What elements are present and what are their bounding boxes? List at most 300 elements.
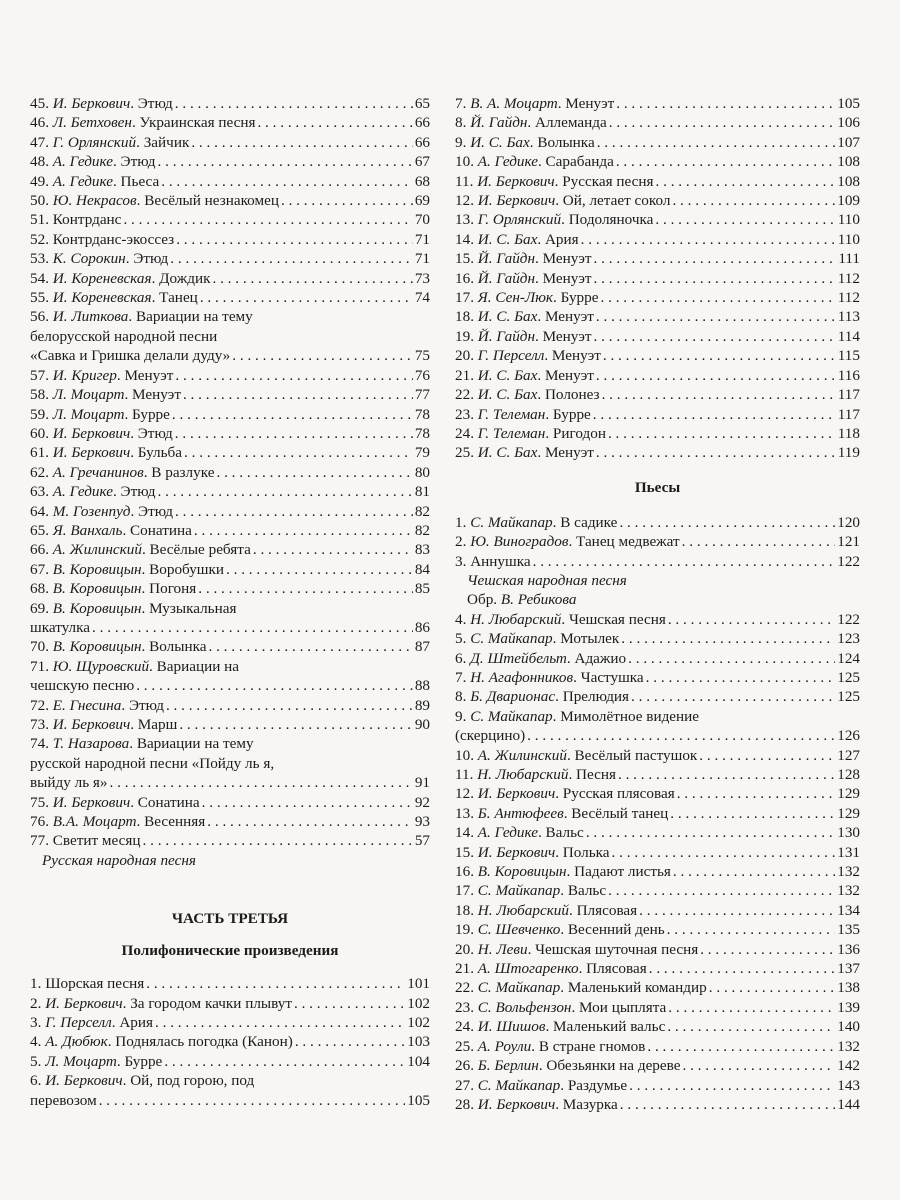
entry-number: 68. xyxy=(30,580,49,598)
piece-title: Ой, под горою, под xyxy=(130,1072,255,1090)
piece-title-continued: белорусской народной песни xyxy=(30,327,218,345)
page-number: 120 xyxy=(837,513,860,531)
leader-dots xyxy=(672,191,835,210)
entry-number: 23. xyxy=(455,405,474,423)
composer-name: Н. Любарский xyxy=(470,610,562,628)
toc-entry xyxy=(455,687,860,706)
toc-line xyxy=(455,307,860,326)
toc-entry xyxy=(30,502,430,521)
toc-entry xyxy=(455,172,860,191)
toc-line xyxy=(455,346,860,365)
piece-title: Аллеманда xyxy=(535,114,607,132)
toc-line xyxy=(30,230,430,249)
piece-title: Падают листья xyxy=(574,863,671,881)
entry-number: 8. xyxy=(455,114,467,132)
leader-dots xyxy=(668,998,835,1017)
piece-title: В стране гномов xyxy=(538,1037,646,1055)
toc-entry-text: 10. А. Гедике. Сарабанда xyxy=(455,153,614,171)
toc-entry xyxy=(455,998,860,1017)
toc-list-left xyxy=(30,94,430,851)
piece-title: Пьеса xyxy=(120,172,160,190)
composer-name: А. Гедике xyxy=(477,153,538,171)
leader-dots xyxy=(616,94,835,113)
page-number: 134 xyxy=(837,901,860,919)
composer-name: И. Беркович xyxy=(477,192,556,210)
piece-title: Чешская шуточная песня xyxy=(535,940,699,958)
toc-line xyxy=(30,715,430,734)
composer-name: Л. Бетховен xyxy=(52,114,132,132)
toc-entry-text: 66. А. Жилинский. Весёлые ребята xyxy=(30,541,251,559)
leader-dots xyxy=(620,1095,835,1114)
entry-number: 5. xyxy=(455,630,467,648)
piece-title-continued: перевозом xyxy=(30,1091,97,1109)
leader-dots xyxy=(527,726,835,745)
entry-number: 2. xyxy=(30,994,42,1012)
page-number: 69 xyxy=(414,192,430,210)
toc-entry-text: 56. И. Литкова. Вариации на тему xyxy=(30,308,253,326)
composer-name: И. Беркович xyxy=(45,994,123,1012)
piece-title: Весёлый пастушок xyxy=(574,746,698,764)
composer-name: Л. Моцарт xyxy=(45,1052,117,1070)
piece-title: Менуэт xyxy=(544,366,594,384)
toc-entry xyxy=(455,249,860,268)
leader-dots xyxy=(123,210,412,229)
composer-name: Н. Любарский xyxy=(477,901,569,919)
entry-number: 6. xyxy=(455,649,467,667)
composer-name: Ю. Некрасов xyxy=(52,192,137,210)
toc-entry xyxy=(30,540,430,559)
entry-number: 20. xyxy=(455,347,474,365)
page-number: 82 xyxy=(414,521,430,539)
toc-line xyxy=(455,978,860,997)
composer-name: В. Коровицын xyxy=(52,638,142,656)
toc-line xyxy=(455,610,860,629)
piece-title-continued: «Савка и Гришка делали дуду» xyxy=(30,347,231,365)
leader-dots xyxy=(176,230,413,249)
toc-entry xyxy=(455,385,860,404)
toc-entry xyxy=(30,521,430,540)
page-number: 104 xyxy=(407,1052,430,1070)
leader-dots xyxy=(616,152,835,171)
toc-line xyxy=(455,513,860,532)
page-number: 106 xyxy=(837,114,860,132)
leader-dots xyxy=(143,831,413,850)
composer-name: А. Жилинский xyxy=(52,541,142,559)
toc-line xyxy=(30,696,430,715)
toc-line xyxy=(30,657,430,676)
entry-number: 49. xyxy=(30,172,49,190)
piece-title: Менуэт xyxy=(542,269,592,287)
toc-entry xyxy=(30,734,430,792)
toc-line xyxy=(455,784,860,803)
toc-entry xyxy=(30,482,430,501)
toc-entry-text xyxy=(455,552,531,571)
page-number: 108 xyxy=(837,153,860,171)
toc-entry-text: 21. И. С. Бах. Менуэт xyxy=(455,366,594,384)
piece-title: Вариации на xyxy=(156,657,240,675)
toc-entry xyxy=(455,1017,860,1036)
toc-entry-text xyxy=(30,831,141,850)
page-number: 105 xyxy=(407,1091,430,1109)
leader-dots xyxy=(232,346,413,365)
page-number: 110 xyxy=(837,211,860,229)
entry-number: 70. xyxy=(30,638,49,656)
toc-entry-text: 46. Л. Бетховен. Украинская песня xyxy=(30,114,256,132)
toc-entry xyxy=(30,715,430,734)
page-number: 101 xyxy=(407,975,430,993)
composer-name: И. Кореневская xyxy=(52,269,152,287)
piece-title: Светит месяц xyxy=(52,832,141,850)
toc-list-polyphony-continued xyxy=(455,94,860,463)
toc-line xyxy=(30,560,430,579)
leader-dots xyxy=(608,424,836,443)
entry-number: 10. xyxy=(455,746,474,764)
entry-number: 3. xyxy=(30,1014,42,1032)
toc-entry-text: 26. Б. Берлин. Обезьянки на дереве xyxy=(455,1057,681,1075)
page-number: 84 xyxy=(414,560,430,578)
page-number: 129 xyxy=(837,804,860,822)
composer-name: В. Коровицын xyxy=(477,863,567,881)
toc-entry xyxy=(30,133,430,152)
page-number: 131 xyxy=(837,843,860,861)
entry-number: 14. xyxy=(455,824,474,842)
page-number: 115 xyxy=(837,347,860,365)
piece-title-continued: выйду ль я» xyxy=(30,774,108,792)
composer-name: С. Майкапар xyxy=(477,882,561,900)
page-number: 121 xyxy=(837,533,860,551)
composer-name: И. С. Бах xyxy=(470,133,530,151)
toc-entry-text: 48. А. Гедике. Этюд xyxy=(30,153,156,171)
piece-title: Бурре xyxy=(560,289,599,307)
page-number: 130 xyxy=(837,824,860,842)
leader-dots xyxy=(639,901,835,920)
toc-line xyxy=(30,152,430,171)
toc-entry-text: 18. И. С. Бах. Менуэт xyxy=(455,308,594,326)
toc-entry-text: 17. С. Майкапар. Вальс xyxy=(455,882,607,900)
toc-entry-text: 57. И. Кригер. Менуэт xyxy=(30,366,174,384)
toc-line xyxy=(30,1052,430,1071)
piece-title: Этюд xyxy=(133,250,169,268)
toc-line xyxy=(30,307,430,326)
toc-entry xyxy=(30,637,430,656)
composer-name: Й. Гайдн xyxy=(477,327,536,345)
leader-dots xyxy=(673,862,835,881)
toc-entry xyxy=(455,668,860,687)
toc-entry xyxy=(30,443,430,462)
toc-line xyxy=(455,726,860,745)
entry-number: 46. xyxy=(30,114,49,132)
toc-entry-text: 45. И. Беркович. Этюд xyxy=(30,95,173,112)
toc-line xyxy=(455,424,860,443)
toc-entry xyxy=(455,978,860,997)
toc-line xyxy=(30,210,430,229)
entry-number: 48. xyxy=(30,153,49,171)
composer-name: Я. Сен-Люк xyxy=(477,289,554,307)
composer-name: В. Коровицын xyxy=(52,599,142,617)
leader-dots xyxy=(602,385,836,404)
toc-entry xyxy=(455,1037,860,1056)
toc-line xyxy=(455,959,860,978)
page-number: 103 xyxy=(407,1033,430,1051)
toc-entry xyxy=(30,424,430,443)
piece-title: Бурре xyxy=(132,405,170,423)
piece-title: Плясовая xyxy=(586,960,647,978)
toc-entry-text: 73. И. Беркович. Марш xyxy=(30,716,178,733)
piece-title: Ой, летает сокол xyxy=(562,192,671,210)
leader-dots xyxy=(294,994,405,1013)
toc-entry-text: 13. Б. Антюфеев. Весёлый танец xyxy=(455,804,669,822)
page-number: 111 xyxy=(838,250,860,268)
entry-number: 74. xyxy=(30,735,49,753)
entry-number: 18. xyxy=(455,308,474,326)
entry-number: 45. xyxy=(30,95,49,112)
toc-line xyxy=(30,540,430,559)
piece-title: Плясовая xyxy=(576,901,638,919)
toc-entry xyxy=(455,327,860,346)
composer-name: М. Гозенпуд xyxy=(52,502,131,520)
entry-number: 5. xyxy=(30,1052,42,1070)
toc-entry-text: 20. Н. Леви. Чешская шуточная песня xyxy=(455,940,699,958)
toc-line xyxy=(455,269,860,288)
toc-line xyxy=(30,773,430,792)
toc-line xyxy=(30,637,430,656)
toc-entry-text: 7. В. А. Моцарт. Менуэт xyxy=(455,95,615,112)
composer-name: Б. Антюфеев xyxy=(477,804,564,822)
toc-entry xyxy=(455,405,860,424)
toc-entry-text: 24. Г. Телеман. Ригодон xyxy=(455,424,606,442)
toc-entry xyxy=(30,191,430,210)
piece-title: Этюд xyxy=(120,153,156,171)
toc-line xyxy=(455,668,860,687)
entry-number: 57. xyxy=(30,366,49,384)
entry-number: 18. xyxy=(455,901,474,919)
piece-title-continued: шкатулка xyxy=(30,618,91,636)
toc-entry-text: 8. Й. Гайдн. Аллеманда xyxy=(455,114,607,132)
composer-name: А. Жилинский xyxy=(477,746,567,764)
entry-number: 16. xyxy=(455,269,474,287)
piece-title: Весенний день xyxy=(567,921,665,939)
leader-dots xyxy=(175,366,412,385)
right-column xyxy=(455,94,860,1114)
composer-name: В.А. Моцарт xyxy=(52,813,137,831)
toc-entry-text: 64. М. Гозенпуд. Этюд xyxy=(30,502,174,520)
entry-number: 13. xyxy=(455,211,474,229)
composer-name: Л. Моцарт xyxy=(52,386,125,404)
composer-name: И. С. Бах xyxy=(477,230,538,248)
toc-line xyxy=(455,443,860,462)
toc-entry xyxy=(30,994,430,1013)
leader-dots xyxy=(172,405,413,424)
toc-entry-text: 75. И. Беркович. Сонатина xyxy=(30,793,200,811)
entry-number: 20. xyxy=(455,940,474,958)
leader-dots xyxy=(593,405,836,424)
toc-entry xyxy=(30,1013,430,1032)
toc-line xyxy=(455,1095,860,1114)
page-number: 143 xyxy=(837,1076,860,1094)
piece-title: Весёлый танец xyxy=(571,804,669,822)
toc-entry-text: 70. В. Коровицын. Волынка xyxy=(30,638,207,656)
toc-line xyxy=(30,793,430,812)
composer-name: Н. Агафонников xyxy=(470,668,574,686)
composer-name: А. Гедике xyxy=(52,153,113,171)
entry-number: 67. xyxy=(30,560,49,578)
piece-title-continued: русской народной песни «Пойду ль я, xyxy=(30,754,275,772)
leader-dots xyxy=(631,687,835,706)
entry-number: 15. xyxy=(455,843,474,861)
composer-name: И. Беркович xyxy=(477,172,555,190)
piece-title: Поднялась погодка (Канон) xyxy=(115,1033,293,1051)
toc-line xyxy=(30,482,430,501)
page-number: 112 xyxy=(837,269,860,287)
page-number: 102 xyxy=(407,994,430,1012)
leader-dots xyxy=(667,920,836,939)
piece-title: Подоляночка xyxy=(568,211,654,229)
piece-title: Бульба xyxy=(137,444,183,462)
page-number: 89 xyxy=(414,696,430,714)
page-number: 87 xyxy=(414,638,430,656)
toc-line xyxy=(455,1056,860,1075)
leader-dots xyxy=(533,552,836,571)
entry-number: 21. xyxy=(455,960,474,978)
piece-title: Этюд xyxy=(137,424,173,442)
toc-entry-text: 60. И. Беркович. Этюд xyxy=(30,424,173,442)
piece-title: Этюд xyxy=(128,696,164,714)
page-number: 71 xyxy=(414,250,430,268)
composer-name: И. Беркович xyxy=(52,424,131,442)
toc-line xyxy=(30,734,430,753)
piece-title: Вариации на тему xyxy=(136,308,253,326)
piece-title: Весёлый незнакомец xyxy=(144,192,279,210)
piece-title: Менуэт xyxy=(565,95,615,112)
page-number: 123 xyxy=(837,630,860,648)
page-number: 110 xyxy=(837,230,860,248)
toc-line xyxy=(455,288,860,307)
toc-line xyxy=(30,405,430,424)
page-number: 88 xyxy=(414,677,430,695)
leader-dots xyxy=(647,1037,835,1056)
entry-number: 4. xyxy=(30,1033,42,1051)
toc-line xyxy=(455,327,860,346)
piece-title: Бурре xyxy=(124,1052,163,1070)
leader-dots xyxy=(596,443,836,462)
folk-song-note: Русская народная песня xyxy=(42,851,196,869)
composer-name: В. Коровицын xyxy=(52,560,142,578)
leader-dots xyxy=(709,978,835,997)
toc-entry-text: 9. С. Майкапар. Мимолётное видение xyxy=(455,707,700,725)
piece-title: Раздумье xyxy=(567,1076,628,1094)
piece-title: Музыкальная xyxy=(149,599,237,617)
toc-line xyxy=(30,269,430,288)
toc-entry-text: 22. С. Майкапар. Маленький командир xyxy=(455,979,707,997)
toc-entry xyxy=(455,94,860,113)
toc-entry-text: 23. Г. Телеман. Бурре xyxy=(455,405,591,423)
leader-dots xyxy=(682,1056,835,1075)
composer-name: С. Майкапар xyxy=(470,707,553,725)
piece-title: Танец медвежат xyxy=(576,533,680,551)
page-number: 117 xyxy=(837,405,860,423)
leader-dots xyxy=(618,765,835,784)
entry-number: 7. xyxy=(455,95,467,112)
toc-entry xyxy=(455,307,860,326)
page-number: 112 xyxy=(837,289,860,307)
page-number: 127 xyxy=(837,746,860,764)
composer-name: И. Литкова xyxy=(52,308,129,326)
piece-title: За городом качки плывут xyxy=(130,994,292,1012)
toc-entry-text: 23. С. Вольфензон. Мои цыплята xyxy=(455,998,667,1016)
leader-dots xyxy=(699,746,835,765)
piece-title: Менуэт xyxy=(124,366,174,384)
piece-title: Аннушка xyxy=(470,552,531,570)
composer-name: Ю. Щуровский xyxy=(52,657,150,675)
leader-dots xyxy=(646,668,836,687)
leader-dots xyxy=(253,540,413,559)
piece-title: Полонез xyxy=(544,386,600,404)
piece-title: Сонатина xyxy=(130,521,192,539)
page-number: 73 xyxy=(414,269,430,287)
toc-entry-text: 25. А. Роули. В стране гномов xyxy=(455,1037,646,1055)
toc-entry-text: 20. Г. Перселл. Менуэт xyxy=(455,347,601,365)
toc-entry-text: 12. И. Беркович. Ой, летает сокол xyxy=(455,192,671,210)
entry-number: 13. xyxy=(455,804,474,822)
page-number: 80 xyxy=(414,463,430,481)
toc-entry xyxy=(455,113,860,132)
toc-entry-text: 4. А. Дюбюк. Поднялась погодка (Канон) xyxy=(30,1033,293,1051)
composer-name: Й. Гайдн xyxy=(470,114,528,132)
page-number: 81 xyxy=(414,483,430,501)
piece-title: Весёлые ребята xyxy=(149,541,251,559)
toc-entry xyxy=(455,784,860,803)
piece-title: Ригодон xyxy=(552,424,606,442)
leader-dots xyxy=(649,959,835,978)
toc-entry xyxy=(455,629,860,648)
entry-number: 66. xyxy=(30,541,49,559)
toc-line xyxy=(30,443,430,462)
piece-title: Зайчик xyxy=(143,133,190,151)
piece-title: Шорская песня xyxy=(45,975,145,993)
leader-dots xyxy=(194,521,413,540)
composer-name: Г. Орлянский xyxy=(52,133,137,151)
toc-line xyxy=(455,843,860,862)
entry-number: 17. xyxy=(455,882,474,900)
composer-name: И. Кригер xyxy=(52,366,117,384)
page-number: 78 xyxy=(414,405,430,423)
toc-entry xyxy=(455,862,860,881)
toc-line xyxy=(455,746,860,765)
toc-entry xyxy=(455,881,860,900)
page-number: 66 xyxy=(414,114,430,132)
composer-name: А. Гедике xyxy=(52,172,113,190)
page-number: 79 xyxy=(414,444,430,462)
toc-entry xyxy=(455,649,860,668)
toc-line xyxy=(455,804,860,823)
piece-title: Менуэт xyxy=(132,386,181,404)
leader-dots xyxy=(608,881,835,900)
page-number: 140 xyxy=(837,1018,860,1036)
toc-line xyxy=(455,133,860,152)
toc-entry xyxy=(455,288,860,307)
entry-number: 11. xyxy=(455,766,474,783)
toc-entry xyxy=(455,346,860,365)
page-number: 132 xyxy=(837,1037,860,1055)
leader-dots xyxy=(601,288,836,307)
page-number: 93 xyxy=(414,813,430,831)
page-number: 128 xyxy=(837,766,860,783)
page-number: 124 xyxy=(837,649,860,667)
toc-entry-text: 1. С. Майкапар. В садике xyxy=(455,513,618,531)
toc-entry xyxy=(455,152,860,171)
page-number: 116 xyxy=(837,366,860,384)
entry-number: 55. xyxy=(30,289,49,307)
